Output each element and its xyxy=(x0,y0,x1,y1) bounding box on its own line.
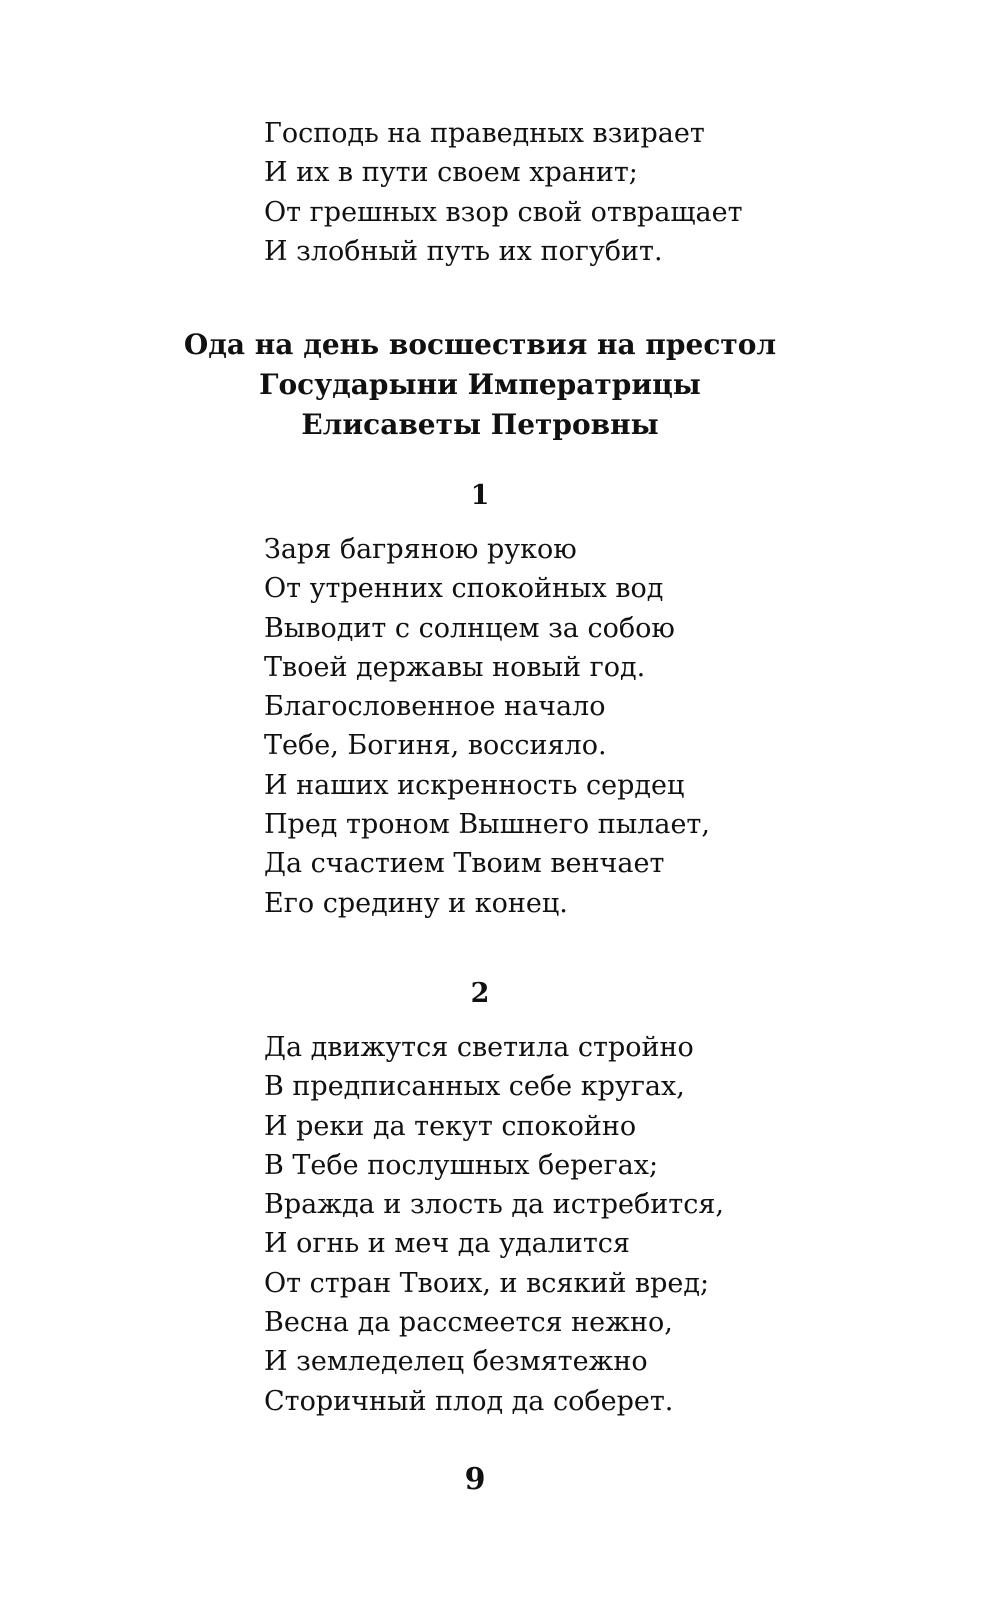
previous-poem-stanza xyxy=(264,114,743,271)
verse-line: От стран Твоих, и всякий вред; xyxy=(264,1267,710,1299)
verse-line: И огнь и меч да удалится xyxy=(264,1228,630,1260)
verse-line: Да движутся светила стройно xyxy=(264,1032,694,1063)
ode-stanza-2 xyxy=(264,1028,724,1421)
verse-line: Господь на праведных взирает xyxy=(264,118,705,149)
stanza-number: 2 xyxy=(470,978,490,1009)
page-number: 9 xyxy=(464,1462,486,1497)
ode-title-line: Государыни Императрицы xyxy=(259,368,701,401)
verse-line: Его средину и конец. xyxy=(264,887,568,919)
verse-line: Тебе, Богиня, воссияло. xyxy=(264,730,607,762)
ode-title-line: Ода на день восшествия на престол xyxy=(183,328,777,361)
verse-line: Благословенное начало xyxy=(264,691,606,723)
verse-line: От утренних спокойных вод xyxy=(264,573,664,605)
verse-line: В предписанных себе кругах, xyxy=(264,1071,685,1103)
verse-line: Вражда и злость да истребится, xyxy=(264,1189,724,1221)
verse-line: От грешных взор свой отвращает xyxy=(264,196,743,228)
verse-line: Пред троном Вышнего пылает, xyxy=(264,809,710,841)
verse-line: Выводит с солнцем за собою xyxy=(264,612,675,644)
verse-line: Заря багряною рукою xyxy=(264,534,577,565)
verse-line: И злобный путь их погубит. xyxy=(264,235,663,267)
ode-title xyxy=(0,325,960,445)
verse-line: И земледелец безмятежно xyxy=(264,1346,648,1378)
ode-stanza-1 xyxy=(264,530,710,923)
verse-line: Весна да рассмеется нежно, xyxy=(264,1307,673,1339)
verse-line: В Тебе послушных берегах; xyxy=(264,1149,659,1181)
verse-line: И их в пути своем хранит; xyxy=(264,157,638,189)
verse-line: И наших искренность сердец xyxy=(264,769,685,801)
ode-title-line: Елисаветы Петровны xyxy=(301,408,659,441)
stanza-number: 1 xyxy=(470,480,490,511)
verse-line: Твоей державы новый год. xyxy=(264,651,646,683)
verse-line: Сторичный плод да соберет. xyxy=(264,1385,674,1417)
verse-line: Да счастием Твоим венчает xyxy=(264,848,665,880)
verse-line: И реки да текут спокойно xyxy=(264,1110,637,1142)
